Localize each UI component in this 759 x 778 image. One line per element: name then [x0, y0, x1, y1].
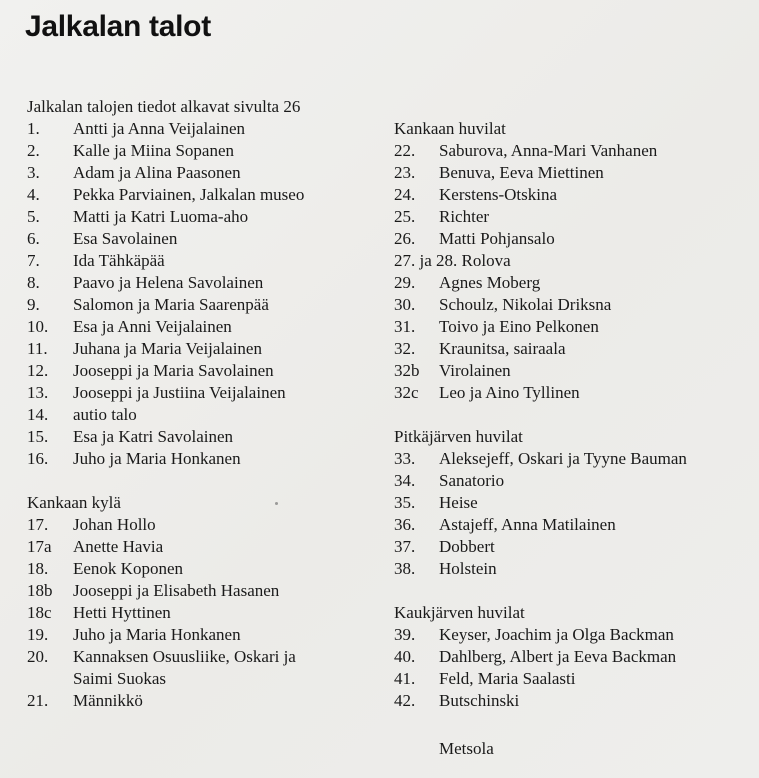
item-number: 19.	[27, 625, 49, 644]
item-name: Männikkö	[73, 691, 143, 710]
list-item	[394, 690, 734, 712]
section-heading: Kankaan huvilat	[394, 119, 506, 138]
item-number: 24.	[394, 185, 416, 204]
item-number: 38.	[394, 559, 416, 578]
list-item	[394, 646, 734, 668]
item-name: Schoulz, Nikolai Driksna	[439, 295, 612, 314]
list-item	[27, 426, 357, 448]
list-item	[394, 316, 734, 338]
list-item	[27, 316, 357, 338]
list-item	[27, 382, 357, 404]
item-name: Matti ja Katri Luoma-aho	[73, 207, 249, 226]
list-item	[394, 470, 734, 492]
list-item	[27, 338, 357, 360]
item-name: Dahlberg, Albert ja Eeva Backman	[439, 647, 677, 666]
list-item	[394, 184, 734, 206]
list-item	[27, 250, 357, 272]
item-name: Jooseppi ja Maria Savolainen	[73, 361, 274, 380]
item-name: Antti ja Anna Veijalainen	[73, 119, 246, 138]
item-name: Aleksejeff, Oskari ja Tyyne Bauman	[439, 449, 687, 468]
item-number: 39.	[394, 625, 416, 644]
list-item	[27, 206, 357, 228]
item-number: 32c	[394, 383, 419, 402]
item-number: 10.	[27, 317, 49, 336]
list-item	[27, 580, 357, 602]
item-number: 12.	[27, 361, 49, 380]
list-item	[27, 118, 357, 140]
section-gap	[394, 404, 734, 426]
list-item	[27, 602, 357, 624]
item-name: Juhana ja Maria Veijalainen	[73, 339, 262, 358]
item-name: Astajeff, Anna Matilainen	[439, 515, 616, 534]
item-name: Rolova	[461, 251, 511, 270]
item-number: 18c	[27, 603, 52, 622]
item-name: Virolainen	[439, 361, 511, 380]
item-number: 4.	[27, 185, 40, 204]
item-number: 37.	[394, 537, 416, 556]
item-name: Juho ja Maria Honkanen	[73, 449, 241, 468]
item-name: Esa Savolainen	[73, 229, 178, 248]
item-name: Esa ja Katri Savolainen	[73, 427, 234, 446]
item-name: Benuva, Eeva Miettinen	[439, 163, 604, 182]
item-name: Keyser, Joachim ja Olga Backman	[439, 625, 674, 644]
list-item	[27, 624, 357, 646]
item-name: Saburova, Anna-Mari Vanhanen	[439, 141, 658, 160]
item-name: Jooseppi ja Elisabeth Hasanen	[73, 581, 280, 600]
item-number: 5.	[27, 207, 40, 226]
list-item	[27, 448, 357, 470]
item-name: Ida Tähkäpää	[73, 251, 165, 270]
list-item	[394, 514, 734, 536]
item-number: 42.	[394, 691, 416, 710]
item-name: Holstein	[439, 559, 497, 578]
list-item	[394, 272, 734, 294]
item-name: Eenok Koponen	[73, 559, 184, 578]
item-name: Dobbert	[439, 537, 495, 556]
list-item	[27, 514, 357, 536]
item-number: 34.	[394, 471, 416, 490]
item-number: 35.	[394, 493, 416, 512]
item-name-continued: Saimi Suokas	[73, 669, 167, 688]
list-item	[27, 360, 357, 382]
item-number: 3.	[27, 163, 40, 182]
item-number: 22.	[394, 141, 416, 160]
item-number: 11.	[27, 339, 48, 358]
item-number: 40.	[394, 647, 416, 666]
item-name: Kraunitsa, sairaala	[439, 339, 566, 358]
list-item	[27, 162, 357, 184]
item-name: Kannaksen Osuusliike, Oskari ja	[73, 647, 296, 666]
list-item	[394, 536, 734, 558]
item-number: 7.	[27, 251, 40, 270]
list-item	[27, 184, 357, 206]
list-item	[394, 206, 734, 228]
speck-mark	[275, 502, 278, 505]
list-item	[27, 558, 357, 580]
item-name: Esa ja Anni Veijalainen	[73, 317, 232, 336]
item-number: 6.	[27, 229, 40, 248]
item-number: 2.	[27, 141, 40, 160]
list-item	[394, 448, 734, 470]
item-number: 27. ja 28.	[394, 251, 458, 270]
section-heading: Kankaan kylä	[27, 493, 121, 512]
list-item	[394, 140, 734, 162]
item-number: 14.	[27, 405, 49, 424]
item-number: 13.	[27, 383, 49, 402]
list-item	[394, 382, 734, 404]
item-number: 15.	[27, 427, 49, 446]
item-name: Toivo ja Eino Pelkonen	[439, 317, 599, 336]
item-name: Anette Havia	[73, 537, 164, 556]
item-number: 26.	[394, 229, 416, 248]
item-number: 21.	[27, 691, 49, 710]
list-item	[394, 558, 734, 580]
list-item-continuation	[27, 668, 357, 690]
page-title: Jalkalan talot	[25, 10, 211, 43]
list-item	[394, 162, 734, 184]
item-name: Kalle ja Miina Sopanen	[73, 141, 234, 160]
section-gap	[27, 470, 357, 492]
list-item	[394, 360, 734, 382]
item-name: Hetti Hyttinen	[73, 603, 171, 622]
item-name: Sanatorio	[439, 471, 505, 490]
item-name: Juho ja Maria Honkanen	[73, 625, 241, 644]
item-number: 17a	[27, 537, 52, 556]
item-number: 32.	[394, 339, 416, 358]
section-heading: Pitkäjärven huvilat	[394, 427, 523, 446]
item-name: autio talo	[73, 405, 137, 424]
list-item	[27, 140, 357, 162]
item-number: 33.	[394, 449, 416, 468]
item-name: Feld, Maria Saalasti	[439, 669, 576, 688]
list-item	[27, 690, 357, 712]
list-item	[394, 338, 734, 360]
item-number: 17.	[27, 515, 49, 534]
item-name: Salomon ja Maria Saarenpää	[73, 295, 269, 314]
item-name: Butschinski	[439, 691, 520, 710]
list-item	[27, 646, 357, 668]
left-column	[27, 118, 357, 712]
list-item	[394, 624, 734, 646]
item-number: 30.	[394, 295, 416, 314]
item-name: Pekka Parviainen, Jalkalan museo	[73, 185, 305, 204]
list-item	[394, 294, 734, 316]
item-number: 29.	[394, 273, 416, 292]
item-number: 31.	[394, 317, 416, 336]
item-name: Matti Pohjansalo	[439, 229, 555, 248]
item-number: 18.	[27, 559, 49, 578]
list-item	[27, 272, 357, 294]
item-name: Johan Hollo	[73, 515, 156, 534]
item-number: 20.	[27, 647, 49, 666]
list-item	[394, 492, 734, 514]
item-name: Leo ja Aino Tyllinen	[439, 383, 580, 402]
list-item	[27, 228, 357, 250]
item-number: 9.	[27, 295, 40, 314]
item-name: Heise	[439, 493, 478, 512]
item-name: Richter	[439, 207, 490, 226]
item-number: 23.	[394, 163, 416, 182]
list-item	[394, 228, 734, 250]
item-number: 25.	[394, 207, 416, 226]
item-number: 36.	[394, 515, 416, 534]
section-gap	[394, 580, 734, 602]
item-name: Agnes Moberg	[439, 273, 541, 292]
item-number: 32b	[394, 361, 420, 380]
item-number: 16.	[27, 449, 49, 468]
item-name: Adam ja Alina Paasonen	[73, 163, 241, 182]
list-item	[27, 294, 357, 316]
item-number: 8.	[27, 273, 40, 292]
intro-text: Jalkalan talojen tiedot alkavat sivulta 26	[27, 97, 301, 116]
item-name: Kerstens-Otskina	[439, 185, 558, 204]
list-item	[394, 668, 734, 690]
item-number: 18b	[27, 581, 53, 600]
list-item	[394, 250, 734, 272]
right-column	[394, 118, 734, 712]
list-item	[27, 536, 357, 558]
item-name: Paavo ja Helena Savolainen	[73, 273, 264, 292]
section-heading: Kaukjärven huvilat	[394, 603, 525, 622]
footer-text: Metsola	[439, 739, 494, 758]
item-number: 1.	[27, 119, 40, 138]
item-name: Jooseppi ja Justiina Veijalainen	[73, 383, 286, 402]
item-number: 41.	[394, 669, 416, 688]
list-item	[27, 404, 357, 426]
